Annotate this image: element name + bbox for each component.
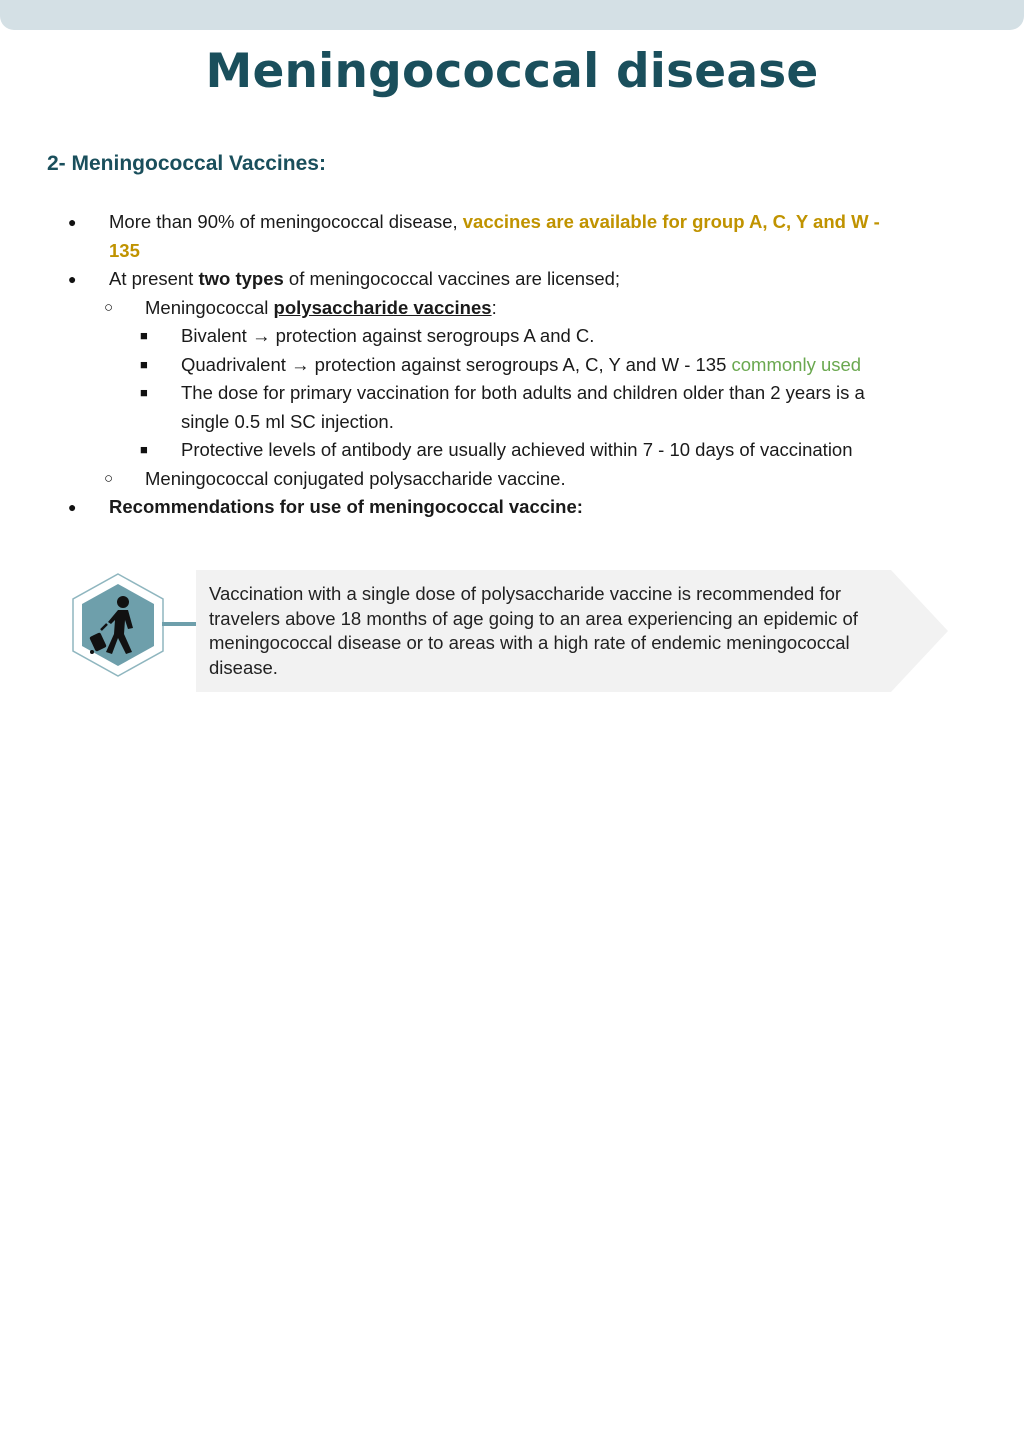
page-title: Meningococcal disease: [205, 44, 819, 99]
list-item: [109, 208, 880, 236]
traveler-icon: [70, 572, 166, 678]
list-item-continuation: [109, 237, 140, 265]
square-marker: ■: [140, 328, 148, 343]
circle-marker: ○: [104, 470, 114, 487]
commonly-used-note: commonly used: [731, 354, 862, 375]
item-text: At present: [109, 268, 199, 289]
two-types-bold: two types: [198, 268, 284, 289]
square-marker: ■: [140, 385, 148, 400]
vaccine-groups-highlight: vaccines are available for group A, C, Y and W -: [462, 211, 880, 232]
callout-connector: [162, 622, 198, 626]
protective-levels-item: Protective levels of antibody are usually achieved within 7 - 10 days of vaccination: [181, 439, 853, 460]
list-item: [109, 265, 620, 293]
item-text: Quadrivalent → protection against serogroups A, C, Y and W - 135: [181, 354, 732, 375]
quadrivalent-item: [181, 351, 861, 379]
bullet-marker: ●: [68, 499, 77, 515]
vaccine-groups-highlight-cont: 135: [109, 240, 140, 261]
item-text: More than 90% of meningococcal disease,: [109, 211, 463, 232]
recommendations-heading: Recommendations for use of meningococcal vaccine:: [109, 496, 583, 517]
sub-list-item: [145, 294, 497, 322]
item-text: of meningococcal vaccines are licensed;: [283, 268, 621, 289]
square-marker: ■: [140, 442, 148, 457]
polysaccharide-vaccines-label: polysaccharide vaccines: [273, 297, 492, 318]
item-text: Meningococcal: [145, 297, 274, 318]
top-band: [0, 0, 1024, 30]
bullet-marker: ●: [68, 271, 77, 287]
section-heading: 2- Meningococcal Vaccines:: [47, 152, 326, 175]
dose-item: The dose for primary vaccination for both adults and children older than 2 years is a: [181, 382, 865, 403]
recommendation-callout: [196, 570, 948, 692]
conjugated-vaccine-item: Meningococcal conjugated polysaccharide vaccine.: [145, 468, 566, 489]
dose-item-continuation: single 0.5 ml SC injection.: [181, 411, 394, 432]
circle-marker: ○: [104, 299, 114, 316]
square-marker: ■: [140, 357, 148, 372]
callout-text: Vaccination with a single dose of polysaccharide vaccine is recommended for travelers above 18 months of age going to an area experiencing an epidemic of meningococcal disease or to areas with a high rate of endemic meningococcal disease.: [209, 583, 858, 678]
bullet-marker: ●: [68, 214, 77, 230]
bivalent-item: Bivalent → protection against serogroups A and C.: [181, 325, 595, 346]
item-text: :: [491, 297, 497, 318]
